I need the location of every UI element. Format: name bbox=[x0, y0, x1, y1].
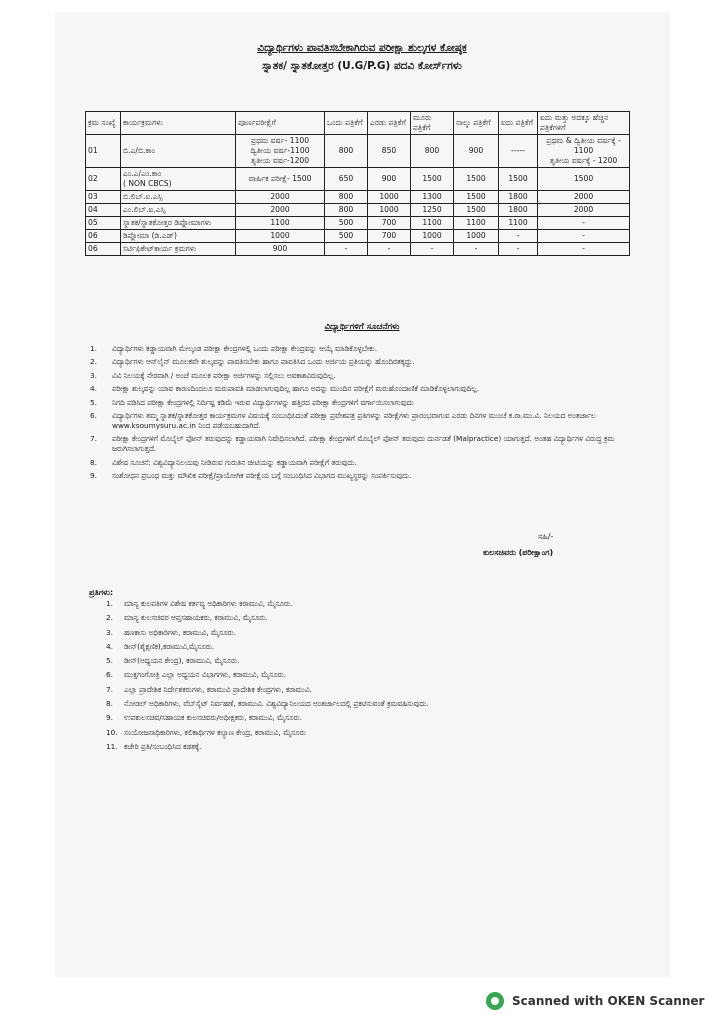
table-cell: ಬಿ.ಎ/ಬಿ.ಕಾಂ bbox=[121, 135, 236, 168]
table-cell: 1800 bbox=[499, 204, 538, 217]
fee-table-row bbox=[86, 135, 630, 168]
header-cell: ಪೂರ್ಣಪರೀಕ್ಷೆಗೆ bbox=[236, 112, 325, 135]
table-cell: 1100 bbox=[499, 217, 538, 230]
table-cell: ಪ್ರಥಮ ವರ್ಷ- 1100 ದ್ವಿತೀಯ ವರ್ಷ-1100 ತೃತೀಯ ವರ್ಷ-1200 bbox=[236, 135, 325, 168]
table-cell: 800 bbox=[411, 135, 454, 168]
table-cell: - bbox=[499, 243, 538, 256]
instruction-number: 4. bbox=[90, 384, 97, 394]
table-cell: - bbox=[538, 243, 630, 256]
instruction-number: 7. bbox=[90, 434, 97, 444]
copy-recipient-text: ಕಚೇರಿ ಪ್ರತಿ/ಸಂಬಂಧಿಸಿದ ಕಡತಕ್ಕೆ. bbox=[124, 741, 202, 751]
table-cell: 1000 bbox=[368, 191, 411, 204]
table-cell: 1100 bbox=[454, 217, 499, 230]
table-cell: 03 bbox=[86, 191, 121, 204]
table-cell: 1250 bbox=[411, 204, 454, 217]
signatory-designation: ಕುಲಸಚಿವರು (ಪರೀಕ್ಷಾಂಗ) bbox=[483, 548, 554, 557]
copy-number: 9. bbox=[106, 713, 113, 723]
table-cell: 850 bbox=[368, 135, 411, 168]
oken-scanner-logo-icon bbox=[486, 992, 504, 1010]
instruction-text: ವಿಶೇಷ ಸೂಚನೆ: ವಿಶ್ವವಿದ್ಯಾನಿಲಯವು ನೀಡಿರುವ ಗುರುತಿನ ಚೀಟಿಯನ್ನು ಕಡ್ಡಾಯವಾಗಿ ಪರೀಕ್ಷೆಗೆ ತರುವುದು. bbox=[112, 457, 357, 467]
table-cell: 1500 bbox=[538, 168, 630, 191]
copy-number: 10. bbox=[106, 727, 118, 737]
header-cell: ಐದು ಮತ್ತು ಅದಕ್ಕೂ ಹೆಚ್ಚಿನ ಪತ್ರಿಕೆಗಳಿಗೆ bbox=[538, 112, 630, 135]
table-cell: ಬಿ.ಲಿಬ್.ಐ.ಎಸ್ಸಿ bbox=[121, 191, 236, 204]
table-cell: ಪ್ರಥಮ & ದ್ವಿತೀಯ ವರ್ಷಕ್ಕೆ - 1100 ತೃತೀಯ ವರ್ಷಕ್ಕೆ - 1200 bbox=[538, 135, 630, 168]
document-title: ವಿದ್ಯಾರ್ಥಿಗಳು ಪಾವತಿಸಬೇಕಾಗಿರುವ ಪರೀಕ್ಷಾ ಶುಲ್ಕಗಳ ಕೋಷ್ಠಕ bbox=[257, 42, 467, 54]
copy-recipient-item bbox=[106, 656, 606, 666]
instruction-text: ಸಂಶೋಧನ ಪ್ರಬಂಧ ಮತ್ತು ಮೌಖಿಕ ಪರೀಕ್ಷೆ/ಪ್ರಾಯೋಗಿಕ ಪರೀಕ್ಷೆಯ ಬಗ್ಗೆ ಸಂಬಂಧಿಸಿದ ವಿಭಾಗದ ಮುಖ್ಯಸ್ಥರನ್ನು ಸಂಪರ್ಕಿಸುವುದು. bbox=[112, 471, 412, 481]
copy-recipient-text: ಹಣಕಾಸು ಅಧಿಕಾರಿಗಳು, ಕರಾಮುವಿ, ಮೈಸೂರು. bbox=[124, 627, 237, 637]
copy-number: 5. bbox=[106, 656, 113, 666]
table-cell: 06 bbox=[86, 230, 121, 243]
table-cell: 1500 bbox=[499, 168, 538, 191]
copy-number: 3. bbox=[106, 627, 113, 637]
table-cell: 1000 bbox=[368, 204, 411, 217]
table-cell: - bbox=[538, 230, 630, 243]
fee-table-row bbox=[86, 217, 630, 230]
instruction-text: ವಿವಿ ನಿಲಯಕ್ಕೆ ನೇರವಾಗಿ / ಅಂಚೆ ಮೂಲಕ ಪರೀಕ್ಷಾ ಅರ್ಜಿಗಳನ್ನು ಸಲ್ಲಿಸಲು ಅವಕಾಶವಿರುವುದಿಲ್ಲ. bbox=[112, 370, 336, 380]
table-cell: 700 bbox=[368, 230, 411, 243]
fee-table-row bbox=[86, 230, 630, 243]
instruction-text: ವಿದ್ಯಾರ್ಥಿಗಳು ಆನ್‌ಲೈನ್ ಮೂಲಕವೇ ಶುಲ್ಕವನ್ನು ಪಾವತಿಸಬೇಕು ಹಾಗೂ ಪಾವತಿಸಿದ ಒಂದು ಅರ್ಜಿಯ ಪ್ರತಿಯನ್ನು ಹೊಂದಿರತಕ್ಕದ್ದು. bbox=[112, 357, 415, 367]
table-cell: 05 bbox=[86, 217, 121, 230]
table-cell: 1100 bbox=[236, 217, 325, 230]
copy-recipient-item bbox=[106, 628, 606, 638]
table-cell: 01 bbox=[86, 135, 121, 168]
table-cell: 2000 bbox=[236, 204, 325, 217]
instructions-heading: ವಿದ್ಯಾರ್ಥಿಗಳಿಗೆ ಸೂಚನೆಗಳು bbox=[324, 322, 400, 332]
instruction-item bbox=[90, 471, 630, 481]
instruction-item bbox=[90, 357, 630, 367]
copy-recipient-item bbox=[106, 728, 606, 738]
copy-recipient-text: ಎಲ್ಲಾ ಪ್ರಾದೇಶಿಕ ನಿರ್ದೇಶಕರುಗಳು, ಕರಾಮುವಿ ಪ್ರಾದೇಶಿಕ ಕೇಂದ್ರಗಳು, ಕರಾಮುವಿ. bbox=[124, 684, 312, 694]
copies-list bbox=[106, 599, 606, 756]
table-cell: 1500 bbox=[454, 168, 499, 191]
copy-number: 6. bbox=[106, 670, 113, 680]
copy-recipient-text: ಮುಕ್ತಗಂಗೋತ್ರಿ ಎಲ್ಲಾ ಅಧ್ಯಯನ ವಿಭಾಗಗಳು, ಕರಾಮುವಿ, ಮೈಸೂರು. bbox=[124, 670, 287, 680]
header-cell: ನಾಲ್ಕು ಪತ್ರಿಕೆಗೆ bbox=[454, 112, 499, 135]
copy-number: 1. bbox=[106, 599, 113, 608]
copy-recipient-text: ಡೀನ್(ಅಧ್ಯಯನ ಕೇಂದ್ರ), ಕರಾಮುವಿ, ಮೈಸೂರು. bbox=[124, 656, 240, 666]
table-cell: 900 bbox=[236, 243, 325, 256]
signature-mark: ಸಹಿ/- bbox=[538, 532, 554, 541]
scanner-watermark-text: Scanned with OKEN Scanner bbox=[512, 994, 705, 1008]
table-cell: 1500 bbox=[454, 204, 499, 217]
instruction-item bbox=[90, 398, 630, 408]
copy-number: 2. bbox=[106, 613, 113, 623]
instruction-item bbox=[90, 411, 630, 431]
table-cell: 1300 bbox=[411, 191, 454, 204]
instruction-number: 8. bbox=[90, 457, 97, 467]
header-cell: ಕ್ರಮ ಸಂಖ್ಯೆ bbox=[86, 112, 121, 135]
table-cell: ಎಂ.ಲಿಬ್.ಐ.ಎಸ್ಸಿ bbox=[121, 204, 236, 217]
table-cell: 500 bbox=[325, 217, 368, 230]
header-cell: ಕಾರ್ಯಕ್ರಮಗಳು bbox=[121, 112, 236, 135]
scanner-watermark bbox=[486, 992, 704, 1010]
fee-table bbox=[85, 111, 630, 256]
instruction-item bbox=[90, 344, 630, 354]
table-cell: 1000 bbox=[236, 230, 325, 243]
table-cell: 04 bbox=[86, 204, 121, 217]
instruction-text: ಪರೀಕ್ಷಾ ಶುಲ್ಕವನ್ನು ಯಾವ ಕಾರಣದಿಂದಲೂ ಮರುಪಾವತಿ ಮಾಡಲಾಗುವುದಿಲ್ಲ ಹಾಗೂ ಅದನ್ನು ಮುಂದಿನ ಪರೀಕ್ಷೆಗೆ ಮರುಹೊಂದಾಣಿಕೆ ಮಾಡಿಕೊಳ್ಳಲಾಗುವುದಿಲ್ಲ. bbox=[112, 384, 480, 394]
fee-table-row bbox=[86, 168, 630, 191]
table-cell: 1000 bbox=[454, 230, 499, 243]
table-cell: 800 bbox=[325, 204, 368, 217]
table-cell: ಎಂ.ಎ/ಎಂ.ಕಾಂ ( NON CBCS) bbox=[121, 168, 236, 191]
table-cell: - bbox=[325, 243, 368, 256]
header-cell: ಒಂದು ಪತ್ರಿಕೆಗೆ bbox=[325, 112, 368, 135]
instruction-item bbox=[90, 371, 630, 381]
table-cell: - bbox=[411, 243, 454, 256]
table-cell: 800 bbox=[325, 191, 368, 204]
table-cell: 02 bbox=[86, 168, 121, 191]
table-cell: 900 bbox=[368, 168, 411, 191]
table-cell: 1000 bbox=[411, 230, 454, 243]
table-cell: ವಾರ್ಷಿಕ ಪರೀಕ್ಷೆ- 1500 bbox=[236, 168, 325, 191]
instruction-number: 3. bbox=[90, 370, 97, 380]
copy-recipient-text: ಮಾನ್ಯ ಕುಲಸಚಿವರ ಆಪ್ತಸಹಾಯಕರು, ಕರಾಮುವಿ, ಮೈಸೂರು. bbox=[124, 613, 268, 623]
table-cell: 1100 bbox=[411, 217, 454, 230]
table-cell: 500 bbox=[325, 230, 368, 243]
instruction-number: 6. bbox=[90, 410, 97, 420]
copy-recipient-item bbox=[106, 685, 606, 695]
table-cell: - bbox=[499, 230, 538, 243]
fee-table-row bbox=[86, 204, 630, 217]
copy-recipient-item bbox=[106, 599, 606, 609]
instructions-list bbox=[90, 344, 630, 485]
instruction-number: 5. bbox=[90, 397, 97, 407]
header-cell: ಐದು ಪತ್ರಿಕೆಗೆ bbox=[499, 112, 538, 135]
table-cell: ಸ್ನಾತಕ/ಸ್ನಾತಕೋತ್ತರ ಡಿಪ್ಲೋಮಾಗಳು bbox=[121, 217, 236, 230]
instruction-text: ವಿದ್ಯಾರ್ಥಿಗಳು ಕಡ್ಡಾಯವಾಗಿ ಮೇಲ್ಕಂಡ ಪರೀಕ್ಷಾ ಕೇಂದ್ರಗಳಲ್ಲಿ ಒಂದು ಪರೀಕ್ಷಾ ಕೇಂದ್ರವನ್ನು ಆಯ್ಕೆ ಮಾಡಿಕೊಳ್ಳಬೇಕು. bbox=[112, 344, 378, 353]
copy-number: 7. bbox=[106, 684, 113, 694]
table-cell: 06 bbox=[86, 243, 121, 256]
instruction-item bbox=[90, 384, 630, 394]
instruction-number: 9. bbox=[90, 471, 97, 481]
instruction-number: 1. bbox=[90, 344, 97, 353]
instruction-text: ನಿಗದಿ ಪಡಿಸಿದ ಪರೀಕ್ಷಾ ಕೇಂದ್ರಗಳಲ್ಲಿ ನಿರ್ದಿಷ್ಟ ಕಡಿಮೆ ಇರುವ ವಿದ್ಯಾರ್ಥಿಗಳನ್ನು ಹತ್ತಿರದ ಪರೀಕ್ಷಾ ಕೇಂದ್ರಗಳಿಗೆ ವರ್ಗಾಯಿಸಲಾಗುವುದು bbox=[112, 397, 414, 407]
copy-number: 8. bbox=[106, 699, 113, 709]
table-cell: 900 bbox=[454, 135, 499, 168]
copy-recipient-item bbox=[106, 670, 606, 680]
copy-recipient-item bbox=[106, 642, 606, 652]
fee-table-row bbox=[86, 191, 630, 204]
copy-recipient-item bbox=[106, 713, 606, 723]
copy-recipient-text: ಸಂಯೋಜನಾಧಿಕಾರಿಗಳು, ಕಲಿಕಾರ್ಥಿಗಳ ಕಲ್ಯಾಣ ಕೇಂದ್ರ, ಕರಾಮುವಿ, ಮೈಸೂರು bbox=[124, 727, 306, 737]
table-cell: 1500 bbox=[411, 168, 454, 191]
table-cell: - bbox=[538, 217, 630, 230]
copy-recipient-text: ಮಾನ್ಯ ಕುಲಪತಿಗಳ ವಿಶೇಷ ಕರ್ತವ್ಯ ಅಧಿಕಾರಿಗಳು ಕರಾಮುವಿ, ಮೈಸೂರು. bbox=[124, 599, 293, 608]
table-cell: 800 bbox=[325, 135, 368, 168]
fee-table-header-row bbox=[86, 112, 630, 135]
table-cell: 650 bbox=[325, 168, 368, 191]
table-cell: 1500 bbox=[454, 191, 499, 204]
instruction-item bbox=[90, 434, 630, 454]
table-cell: ಡಿಪ್ಲೋಮಾ (ಡಿ.ಎಡ್) bbox=[121, 230, 236, 243]
table-cell: - bbox=[454, 243, 499, 256]
table-cell: 2000 bbox=[236, 191, 325, 204]
copy-number: 4. bbox=[106, 641, 113, 651]
table-cell: 700 bbox=[368, 217, 411, 230]
copy-recipient-item bbox=[106, 613, 606, 623]
copy-recipient-text: ಉಪಕುಲಸಚಿವ/ಸಹಾಯಕ ಕುಲಸಚಿವರು/ಅಧೀಕ್ಷಕರು, ಕರಾಮುವಿ, ಮೈಸೂರು. bbox=[124, 713, 303, 723]
table-cell: 2000 bbox=[538, 191, 630, 204]
table-cell: - bbox=[368, 243, 411, 256]
instruction-text: ವಿದ್ಯಾರ್ಥಿಗಳು ತಮ್ಮ ಸ್ನಾತಕ/ಸ್ನಾತಕೋತ್ತರ ಕಾರ್ಯಕ್ರಮಗಳ ವಿಷಯಕ್ಕೆ ಸಂಬಂಧಿಸಿದಂತೆ ಪರೀಕ್ಷಾ ಪ್ರವೇಶಪತ್ರ ಪ್ರತಿಗಳನ್ನು ಪರೀಕ್ಷೆಗಳು ಪ್ರಾರಂಭವಾಗುವ ಎರಡು ದಿನಗಳ ಮುಂಚೆ ಕ.ರಾ.ಮು.ವಿ. ನಿಲಯದ ಅಂತರ್ಜಾಲ www.ksoumysuru.ac.in ನಿಂದ ಪಡೆಯಬಹುದಾಗಿದೆ. bbox=[112, 410, 596, 430]
instruction-item bbox=[90, 458, 630, 468]
copies-heading: ಪ್ರತಿಗಳು: bbox=[89, 588, 114, 597]
copy-recipient-text: ನೋಡಲ್ ಅಧಿಕಾರಿಗಳು, ವೆಬ್‌ಸೈಟ್ ನಿರ್ವಹಣೆ, ಕರಾಮುವಿ. ವಿಶ್ವವಿದ್ಯಾನಿಲಯದ ಅಂತರ್ಜಾಲದಲ್ಲಿ ಪ್ರಕಟಿಸುವಂತೆ ಕ್ರಮವಹಿಸುವುದು. bbox=[124, 699, 429, 709]
table-cell: ----- bbox=[499, 135, 538, 168]
table-cell: 2000 bbox=[538, 204, 630, 217]
copy-recipient-item bbox=[106, 699, 606, 709]
instruction-number: 2. bbox=[90, 357, 97, 367]
copy-number: 11. bbox=[106, 741, 118, 751]
header-cell: ಎರಡು ಪತ್ರಿಕೆಗೆ bbox=[368, 112, 411, 135]
document-subtitle: ಸ್ನಾತಕ/ ಸ್ನಾತಕೋತ್ತರ (U.G/P.G) ಪದವಿ ಕೋರ್ಸ್‌ಗಳು bbox=[262, 60, 462, 72]
instruction-text: ಪರೀಕ್ಷಾ ಕೇಂದ್ರಗಳಿಗೆ ಮೊಬೈಲ್ ಫೋನ್ ತರುವುದನ್ನು ಕಡ್ಡಾಯವಾಗಿ ನಿಷೇಧಿಸಲಾಗಿದೆ. ಪರೀಕ್ಷಾ ಕೇಂದ್ರಗಳಿಗೆ ಮೊಬೈಲ್ ಫೋನ್ ತರುವುದು ದುರ್ನಡತೆ (Malpractice) ಯಾಗುತ್ತದೆ. ಅಂತಹ ವಿದ್ಯಾರ್ಥಿಗಳ ವಿರುದ್ಧ ಕ್ರಮ ಜರುಗಿಸಲಾಗುತ್ತದೆ. bbox=[112, 434, 615, 454]
fee-table-row bbox=[86, 243, 630, 256]
copy-recipient-text: ಡೀನ್(ಶೈಕ್ಷಣಿಕ),ಕರಾಮುವಿ,ಮೈಸೂರು. bbox=[124, 641, 215, 651]
copy-recipient-item bbox=[106, 742, 606, 752]
table-cell: 1800 bbox=[499, 191, 538, 204]
header-cell: ಮೂರು ಪತ್ರಿಕೆಗೆ bbox=[411, 112, 454, 135]
table-cell: ಸರ್ಟಿಫಿಕೇಟ್‌ಕಾರ್ಯ ಕ್ರಮಗಳು bbox=[121, 243, 236, 256]
